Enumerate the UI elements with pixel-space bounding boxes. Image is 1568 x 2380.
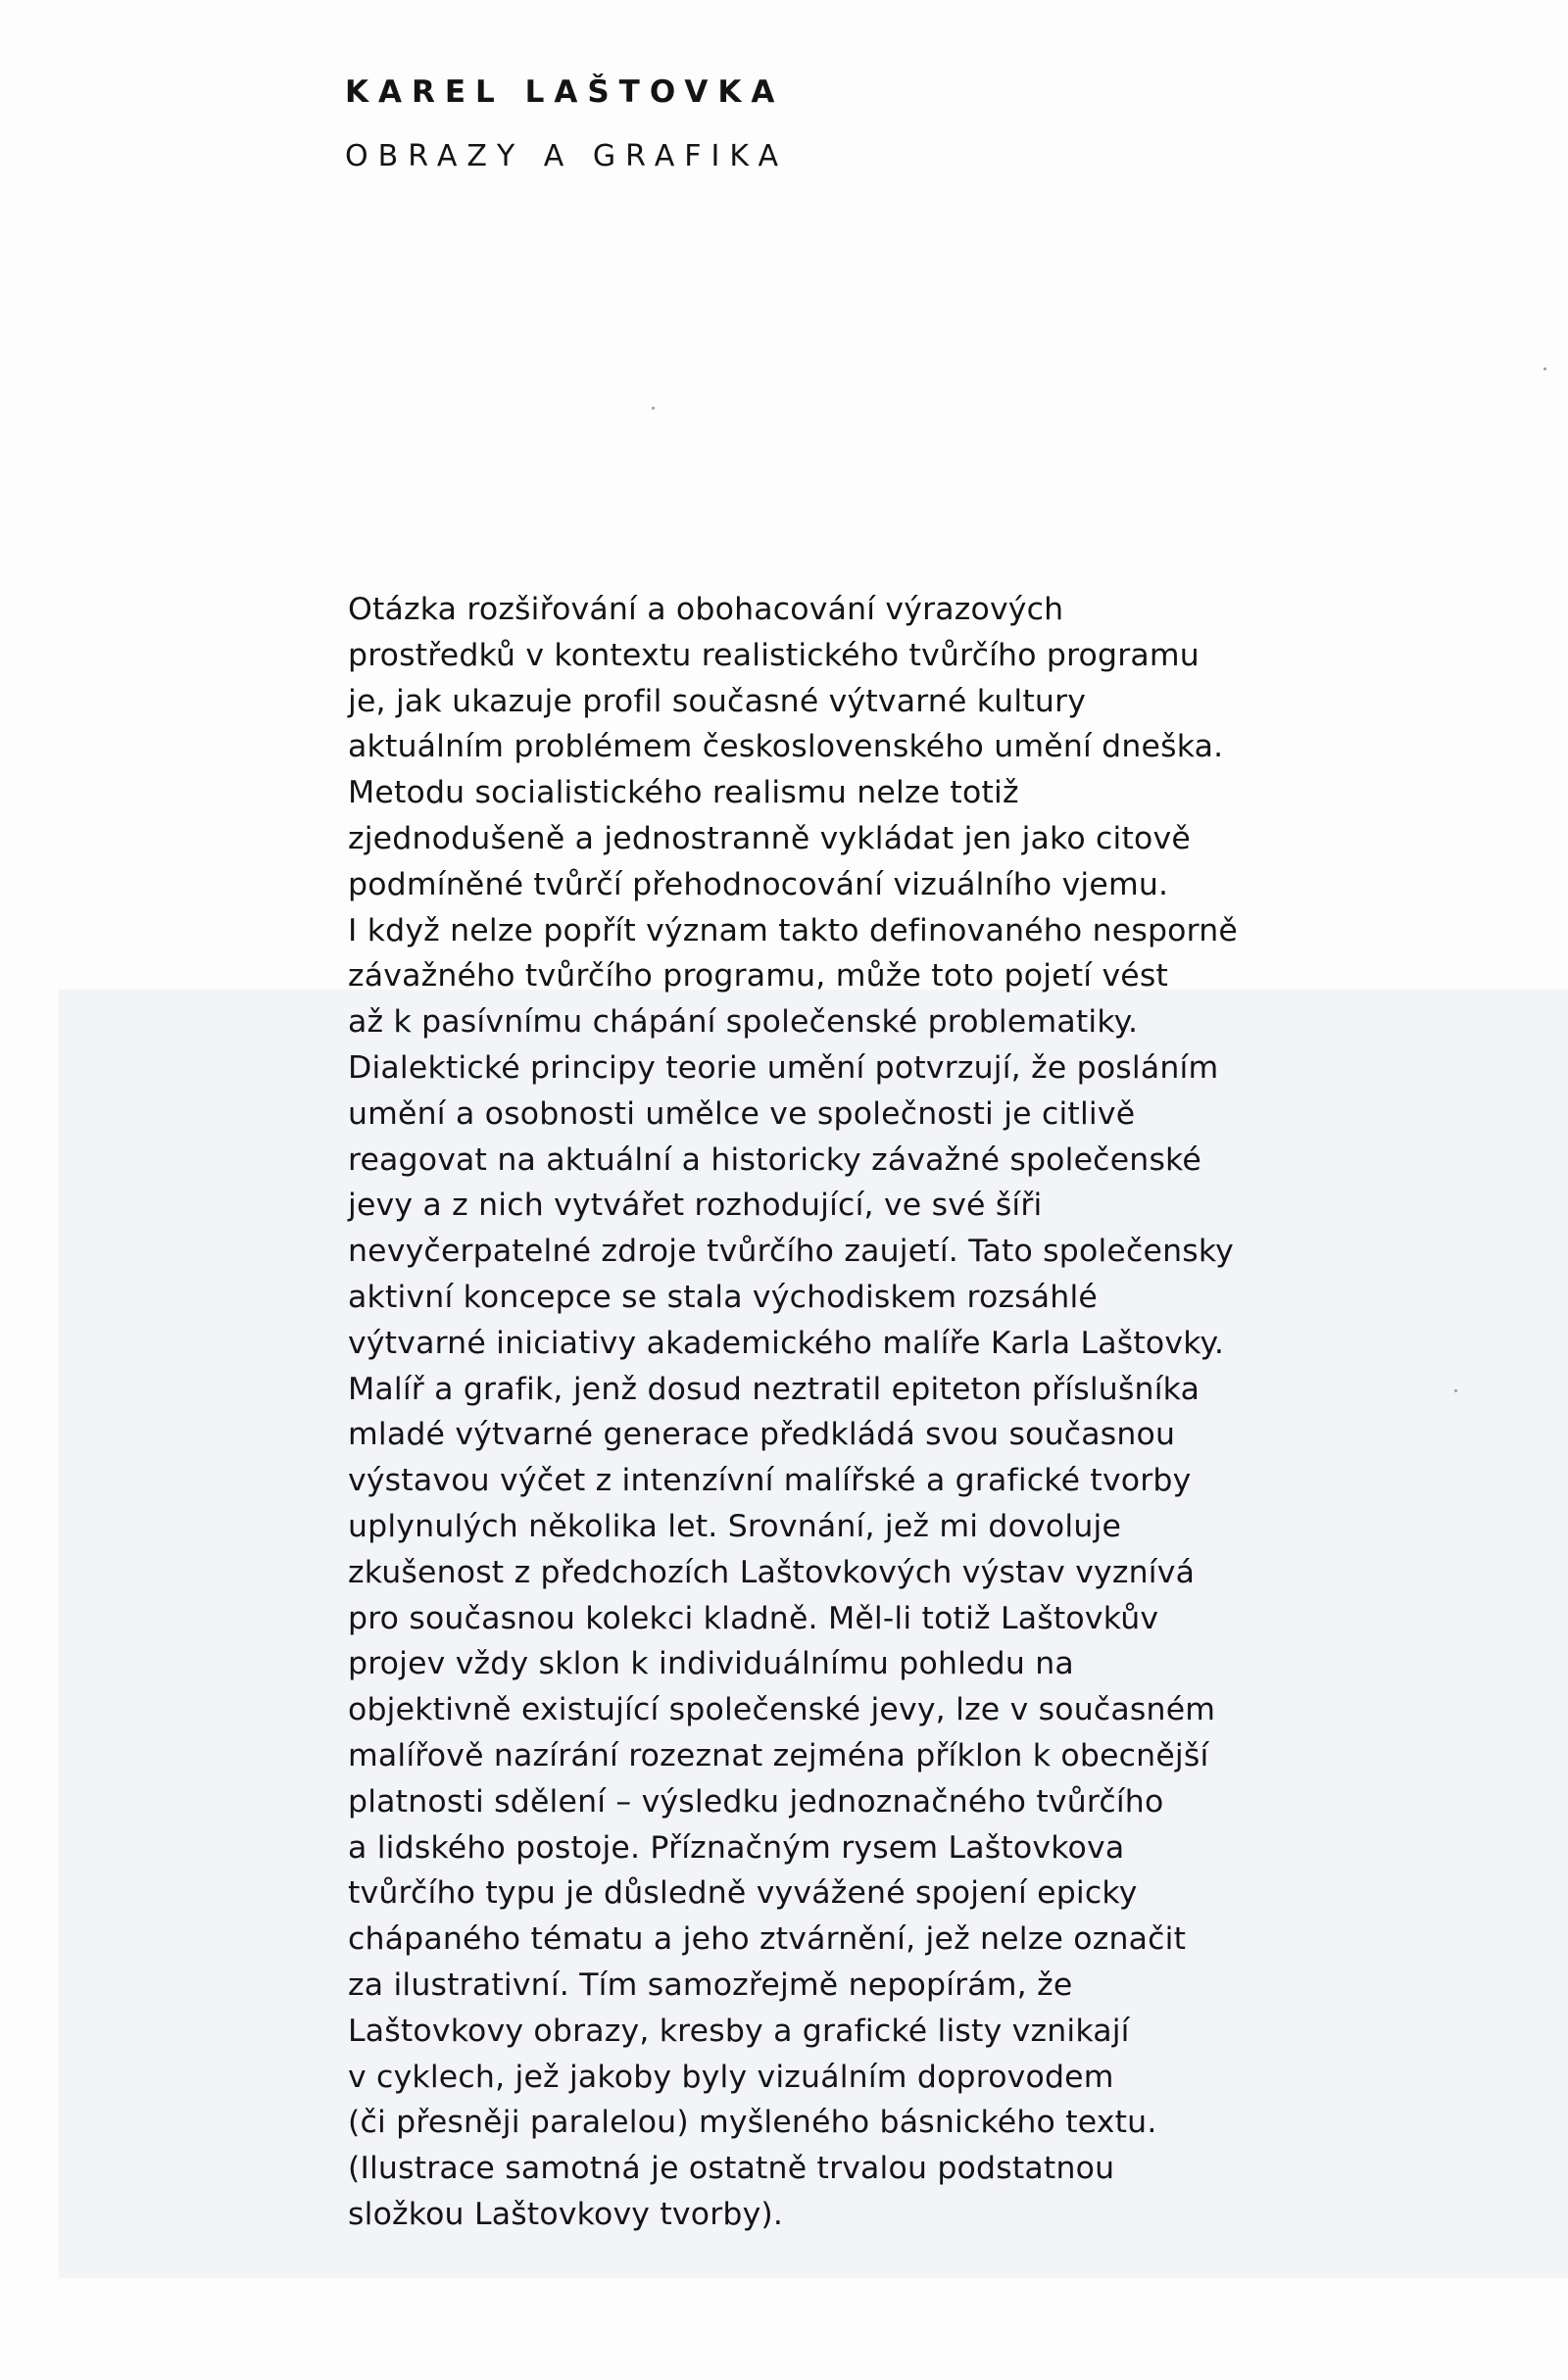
text-line: podmíněné tvůrčí přehodnocování vizuálního vjemu. [348, 866, 1169, 902]
text-line: tvůrčího typu je důsledně vyvážené spojení epicky [348, 1875, 1138, 1912]
text-line: umění a osobnosti umělce ve společnosti je citlivě [348, 1095, 1136, 1132]
text-line: reagovat na aktuální a historicky závažné společenské [348, 1141, 1201, 1178]
text-line: v cyklech, jež jakoby byly vizuálním doprovodem [348, 2059, 1114, 2095]
text-line: výtvarné iniciativy akademického malíře Karla Laštovky. [348, 1325, 1225, 1361]
body-paragraph [348, 587, 1387, 2238]
paper-speck [1454, 1389, 1457, 1392]
text-line: projev vždy sklon k individuálnímu pohledu na [348, 1646, 1074, 1682]
text-line: Malíř a grafik, jenž dosud neztratil epiteton příslušníka [348, 1371, 1200, 1407]
text-line: uplynulých několika let. Srovnání, jež mi dovoluje [348, 1508, 1122, 1544]
text-line: nevyčerpatelné zdroje tvůrčího zaujetí. Tato společensky [348, 1234, 1235, 1270]
text-line: a lidského postoje. Příznačným rysem Laštovkova [348, 1829, 1125, 1866]
paper-speck [652, 407, 655, 410]
text-line: platnosti sdělení – výsledku jednoznačného tvůrčího [348, 1783, 1164, 1820]
text-line: (či přesněji paralelou) myšleného básnického textu. [348, 2105, 1157, 2141]
text-line: Dialektické principy teorie umění potvrzují, že posláním [348, 1049, 1219, 1086]
text-line: jevy a z nich vytvářet rozhodující, ve své šíři [348, 1188, 1043, 1224]
text-line: Metodu socialistického realismu nelze totiž [348, 775, 1019, 811]
text-line: objektivně existující společenské jevy, lze v současném [348, 1692, 1216, 1728]
text-line: výstavou výčet z intenzívní malířské a grafické tvorby [348, 1463, 1192, 1499]
text-line: malířově nazírání rozeznat zejména příklon k obecnější [348, 1737, 1209, 1773]
text-line: složkou Laštovkovy tvorby). [348, 2196, 784, 2232]
text-line: prostředků v kontextu realistického tvůrčího programu [348, 637, 1200, 673]
text-line: chápaného tématu a jeho ztvárnění, jež nelze označit [348, 1921, 1187, 1958]
text-line: závažného tvůrčího programu, může toto pojetí vést [348, 958, 1169, 995]
text-line: aktivní koncepce se stala východiskem rozsáhlé [348, 1279, 1098, 1315]
text-line: I když nelze popřít význam takto definovaného nesporně [348, 912, 1238, 948]
text-line: zjednodušeně a jednostranně vykládat jen jako citově [348, 820, 1191, 856]
document-header [345, 73, 788, 176]
text-line: (Ilustrace samotná je ostatně trvalou podstatnou [348, 2151, 1115, 2187]
text-line: zkušenost z předchozích Laštovkových výstav vyznívá [348, 1554, 1196, 1590]
text-line: Laštovkovy obrazy, kresby a grafické listy vznikají [348, 2013, 1130, 2049]
text-line: za ilustrativní. Tím samozřejmě nepopírám, že [348, 1967, 1073, 2003]
text-line: Otázka rozšiřování a obohacování výrazových [348, 592, 1064, 627]
text-line: mladé výtvarné generace předkládá svou současnou [348, 1417, 1176, 1453]
text-line: až k pasívnímu chápání společenské problematiky. [348, 1004, 1139, 1041]
paper-speck [1544, 367, 1546, 370]
document-subtitle: OBRAZY A GRAFIKA [345, 139, 788, 173]
author-name: KAREL LAŠTOVKA [345, 74, 785, 110]
text-line: aktuálním problémem československého umění dneška. [348, 729, 1224, 765]
text-line: je, jak ukazuje profil současné výtvarné kultury [348, 683, 1087, 719]
text-line: pro současnou kolekci kladně. Měl-li totiž Laštovkův [348, 1600, 1159, 1636]
